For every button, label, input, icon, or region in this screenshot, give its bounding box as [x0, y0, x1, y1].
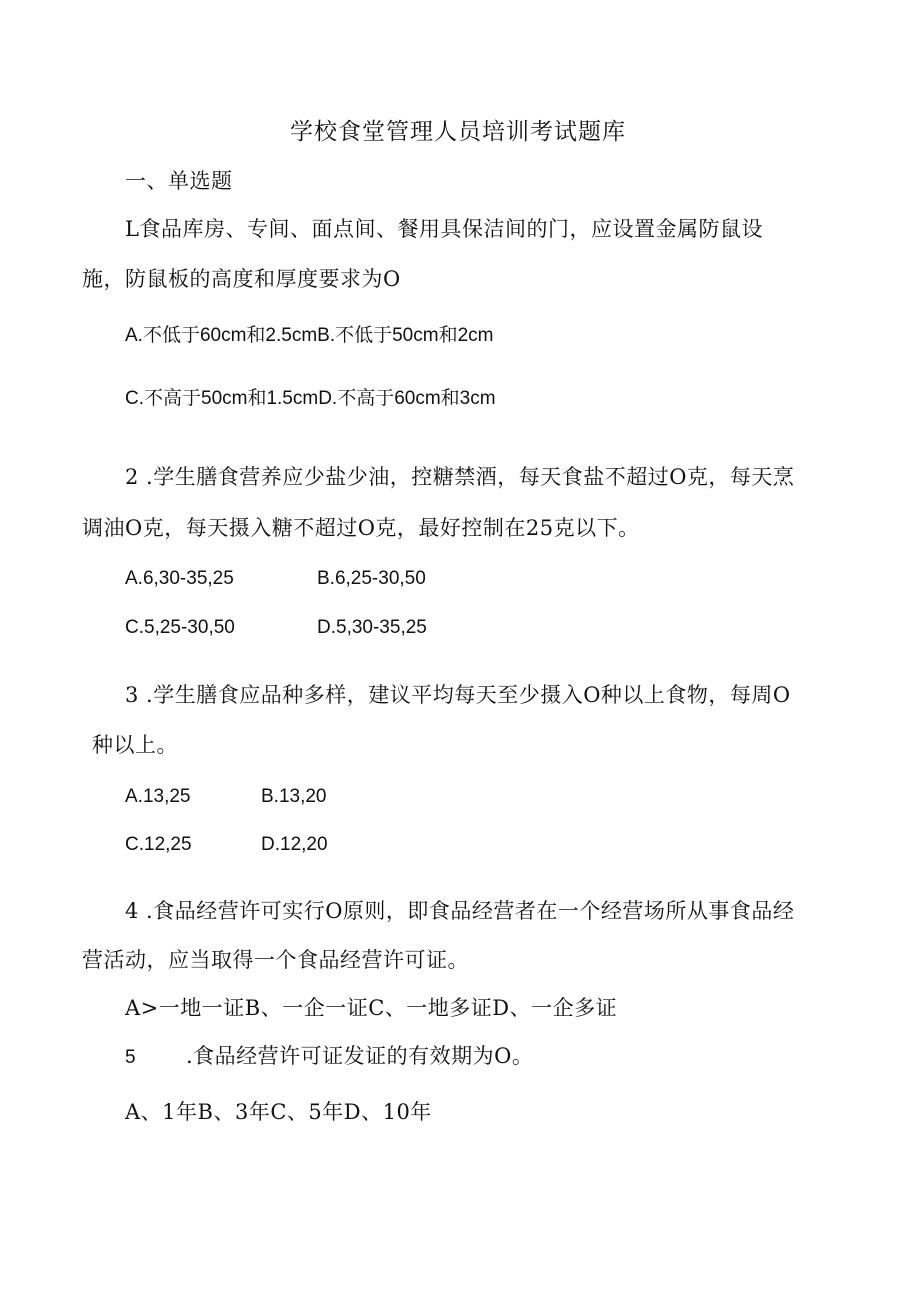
question-2-line-2: 调油O克，每天摄入糖不超过O克，最好控制在25克以下。 [82, 516, 640, 540]
question-3-option-d: D.12,20 [261, 834, 328, 855]
question-5-options: A、1年B、3年C、5年D、10年 [125, 1100, 432, 1124]
section-heading: 一、单选题 [125, 169, 233, 193]
question-3-option-c: C.12,25 [125, 834, 192, 855]
question-2-line-1: 2 .学生膳食营养应少盐少油，控糖禁酒，每天食盐不超过O克，每天烹 [125, 465, 795, 489]
question-3-option-a: A.13,25 [125, 786, 191, 807]
question-4-line-2: 营活动，应当取得一个食品经营许可证。 [82, 948, 469, 972]
question-3-option-b: B.13,20 [261, 786, 327, 807]
question-1-options-cd: C.不高于50cm和1.5cmD.不高于60cm和3cm [125, 388, 496, 409]
question-4-options: A>一地一证B、一企一证C、一地多证D、一企多证 [125, 996, 618, 1020]
question-2-option-d: D.5,30-35,25 [317, 617, 427, 638]
question-2-option-a: A.6,30-35,25 [125, 568, 234, 589]
question-5-line-1: .食品经营许可证发证的有效期为O。 [186, 1044, 534, 1068]
document-title: 学校食堂管理人员培训考试题库 [290, 119, 626, 145]
question-3-line-1: 3 .学生膳食应品种多样，建议平均每天至少摄入O种以上食物，每周O [125, 683, 791, 707]
question-3-line-2: 种以上。 [92, 733, 178, 757]
question-5-number: 5 [125, 1047, 136, 1068]
question-1-options-ab: A.不低于60cm和2.5cmB.不低于50cm和2cm [125, 325, 494, 346]
question-1-line-1: L食品库房、专间、面点间、餐用具保洁间的门，应设置金属防鼠设 [125, 217, 763, 241]
question-2-option-b: B.6,25-30,50 [317, 568, 426, 589]
question-4-line-1: 4 .食品经营许可实行O原则，即食品经营者在一个经营场所从事食品经 [125, 899, 795, 923]
question-2-option-c: C.5,25-30,50 [125, 617, 235, 638]
question-1-line-2: 施，防鼠板的高度和厚度要求为O [82, 267, 401, 291]
